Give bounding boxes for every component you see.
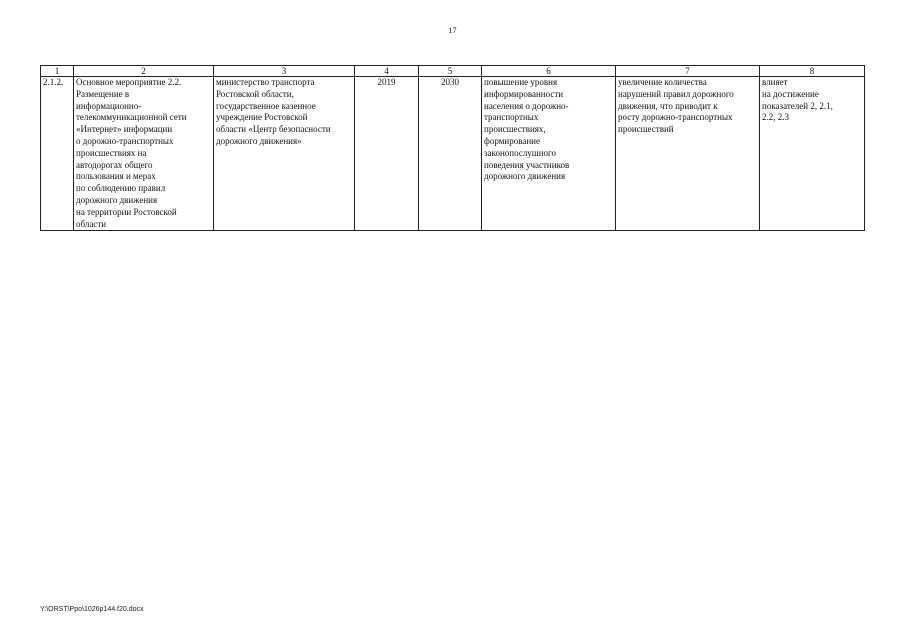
end-year-cell: 2030 <box>419 77 482 231</box>
expected-result-cell <box>482 77 616 231</box>
column-header: 1 <box>41 66 74 77</box>
measure-line: пользования и мерах <box>76 171 156 182</box>
column-header: 5 <box>419 66 482 77</box>
consequences-line: увеличение количества <box>618 77 707 87</box>
plan-table <box>40 65 865 231</box>
header-row <box>41 66 865 77</box>
executor-line: Ростовской области, <box>216 88 294 99</box>
measure-line: на территории Ростовской <box>76 206 177 217</box>
expected-result-line: формирование <box>484 135 540 146</box>
column-header: 2 <box>74 66 214 77</box>
footer-file-path: Y:\ORST\Ppo\1026p144.f20.docx <box>40 606 144 613</box>
indicators-line: показателей 2, 2.1, <box>762 100 833 111</box>
row-number-cell: 2.1.2. <box>41 77 74 231</box>
executor-cell <box>214 77 355 231</box>
indicators-line: на достижение <box>762 88 819 99</box>
measure-line: происшествиях на <box>76 147 147 158</box>
measure-line: автодорогах общего <box>76 159 153 170</box>
consequences-line: росту дорожно-транспортных <box>618 112 733 123</box>
column-header: 3 <box>214 66 355 77</box>
table-row <box>41 77 865 231</box>
consequences-line: происшествий <box>618 124 674 135</box>
consequences-line: нарушений правил дорожного <box>618 88 734 99</box>
consequences-cell <box>616 77 760 231</box>
start-year-cell: 2019 <box>355 77 419 231</box>
executor-line: области «Центр безопасности <box>216 124 331 135</box>
measure-line: «Интернет» информации <box>76 124 173 135</box>
expected-result-line: населения о дорожно- <box>484 100 569 111</box>
column-header: 7 <box>616 66 760 77</box>
column-header: 4 <box>355 66 419 77</box>
indicators-cell <box>760 77 865 231</box>
indicators-line: 2.2, 2.3 <box>762 112 789 123</box>
expected-result-line: законопослушного <box>484 147 557 158</box>
executor-line: государственное казенное <box>216 100 316 111</box>
measure-line: информационно- <box>76 100 142 111</box>
indicators-line: влияет <box>762 77 788 87</box>
measure-line: о дорожно-транспортных <box>76 135 174 146</box>
executor-line: дорожного движения» <box>216 135 302 146</box>
page-number: 17 <box>448 26 457 35</box>
measure-cell <box>74 77 214 231</box>
measure-line: телекоммуникационной сети <box>76 112 187 123</box>
expected-result-line: поведения участников <box>484 159 570 170</box>
executor-line: учреждение Ростовской <box>216 112 308 123</box>
expected-result-line: информированности <box>484 88 564 99</box>
measure-line: Размещение в <box>76 88 130 99</box>
expected-result-line: происшествиях, <box>484 124 546 135</box>
column-header: 6 <box>482 66 616 77</box>
expected-result-line: дорожного движения <box>484 171 566 182</box>
measure-line: Основное мероприятие 2.2. <box>76 77 182 87</box>
measure-line: дорожного движения <box>76 194 158 205</box>
expected-result-line: повышение уровня <box>484 77 558 87</box>
measure-line: области <box>76 218 107 229</box>
expected-result-line: транспортных <box>484 112 539 123</box>
column-header: 8 <box>760 66 865 77</box>
measure-line: по соблюдению правил <box>76 183 166 194</box>
executor-line: министерство транспорта <box>216 77 315 87</box>
consequences-line: движения, что приводит к <box>618 100 718 111</box>
